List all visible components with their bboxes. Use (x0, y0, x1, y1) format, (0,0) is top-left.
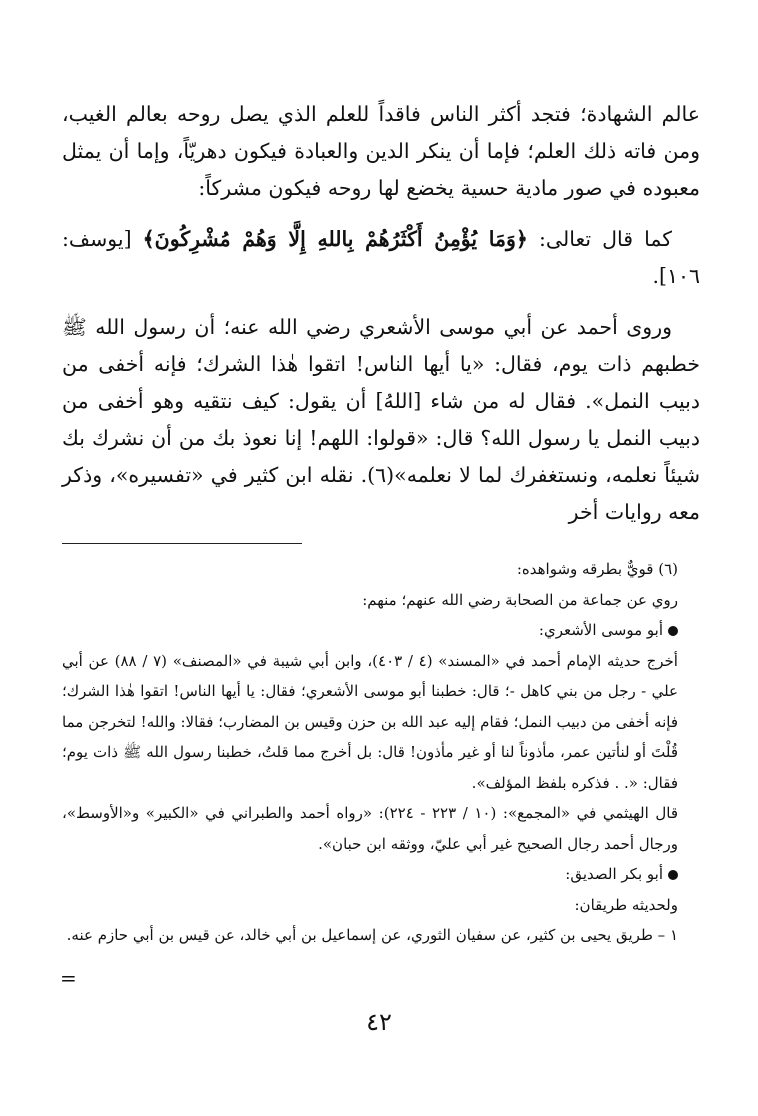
page-content (62, 96, 700, 951)
continuation-mark: = (60, 966, 77, 990)
paragraph-1: عالم الشهادة؛ فتجد أكثر الناس فاقداً للعلم الذي يصل روحه بعالم الغيب، ومن فاته ذلك العلم؛ فإما أن ينكر الدين والعبادة فيكون دهريّاً، وإما أن يمثل معبوده في صور مادية حسية يخضع لها روحه فيكون مشركاً: (62, 102, 700, 200)
paragraph-3: وروى أحمد عن أبي موسى الأشعري رضي الله عنه؛ أن رسول الله ﷺ خطبهم ذات يوم، فقال: «يا أيها الناس! اتقوا هٰذا الشرك؛ فإنه أخفى من دبيب النمل». فقال له من شاء [اللهُ] أن يقول: كيف نتقيه وهو أخفى من دبيب النمل يا رسول الله؟ قال: «قولوا: اللهم! إنا نعوذ بك من أن نشرك بك شيئاً نعلمه، ونستغفرك لما لا نعلمه»(٦). نقله ابن كثير في «تفسيره»، وذكر معه روايات أخر (62, 315, 700, 524)
footnote-separator (62, 543, 302, 544)
footnote-line: ولحديثه طريقان: (574, 895, 678, 914)
main-text (62, 96, 700, 531)
footnote-paragraph: أخرج حديثه الإمام أحمد في «المسند» (٤ / ٤٠٣)، وابن أبي شيبة في «المصنف» (٧ / ٨٨) عن أبي علي - رجل من بني كاهل -؛ قال: خطبنا أبو موسى الأشعري؛ فقال: يا أيها الناس! اتقوا هٰذا الشرك؛ فإنه أخفى من دبيب النمل؛ فقام إليه عبد الله بن حزن وقيس بن المضارب؛ فقالا: والله! لتخرجن مما قُلْتَ أو لنأتين عمر، مأذوناً لنا أو غير مأذون! قال: بل أخرج مما قلتُ، خطبنا رسول الله ﷺ ذات يوم؛ فقال: «. . فذكره بلفظ المؤلف». (62, 651, 678, 792)
footnote-subheading: أبو موسى الأشعري: (62, 615, 700, 646)
footnote-heading: (٦) قويٌّ بطرقه وشواهده: (516, 560, 678, 578)
bullet-icon (668, 626, 678, 636)
footnote-subheading: أبو بكر الصديق: (62, 859, 700, 890)
footnote-paragraph: قال الهيثمي في «المجمع»: (١٠ / ٢٢٣ - ٢٢٤): «رواه أحمد والطبراني في «الكبير» و«الأوسط»، ورجال أحمد رجال الصحيح غير أبي عليّ، ووثقه ابن حبان». (62, 804, 679, 853)
paragraph-2 (62, 221, 700, 295)
footnotes (62, 554, 700, 951)
verse-reference: [يوسف: ١٠٦]. (62, 227, 700, 288)
quran-verse: ﴿وَمَا يُؤْمِنُ أَكْثَرُهُمْ بِاللهِ إِلَّا وَهُمْ مُشْرِكُونَ﴾ (142, 227, 528, 251)
paragraph-2-intro: كما قال تعالى: (527, 227, 672, 251)
footnote-line: روي عن جماعة من الصحابة رضي الله عنهم؛ منهم: (362, 590, 678, 609)
footnote-paragraph: ١ – طريق يحيى بن كثير، عن سفيان الثوري، عن إسماعيل بن أبي خالد، عن قيس بن أبي حازم عنه. (66, 926, 678, 944)
bullet-icon (668, 870, 678, 880)
page-number: ٤٢ (366, 1008, 392, 1036)
